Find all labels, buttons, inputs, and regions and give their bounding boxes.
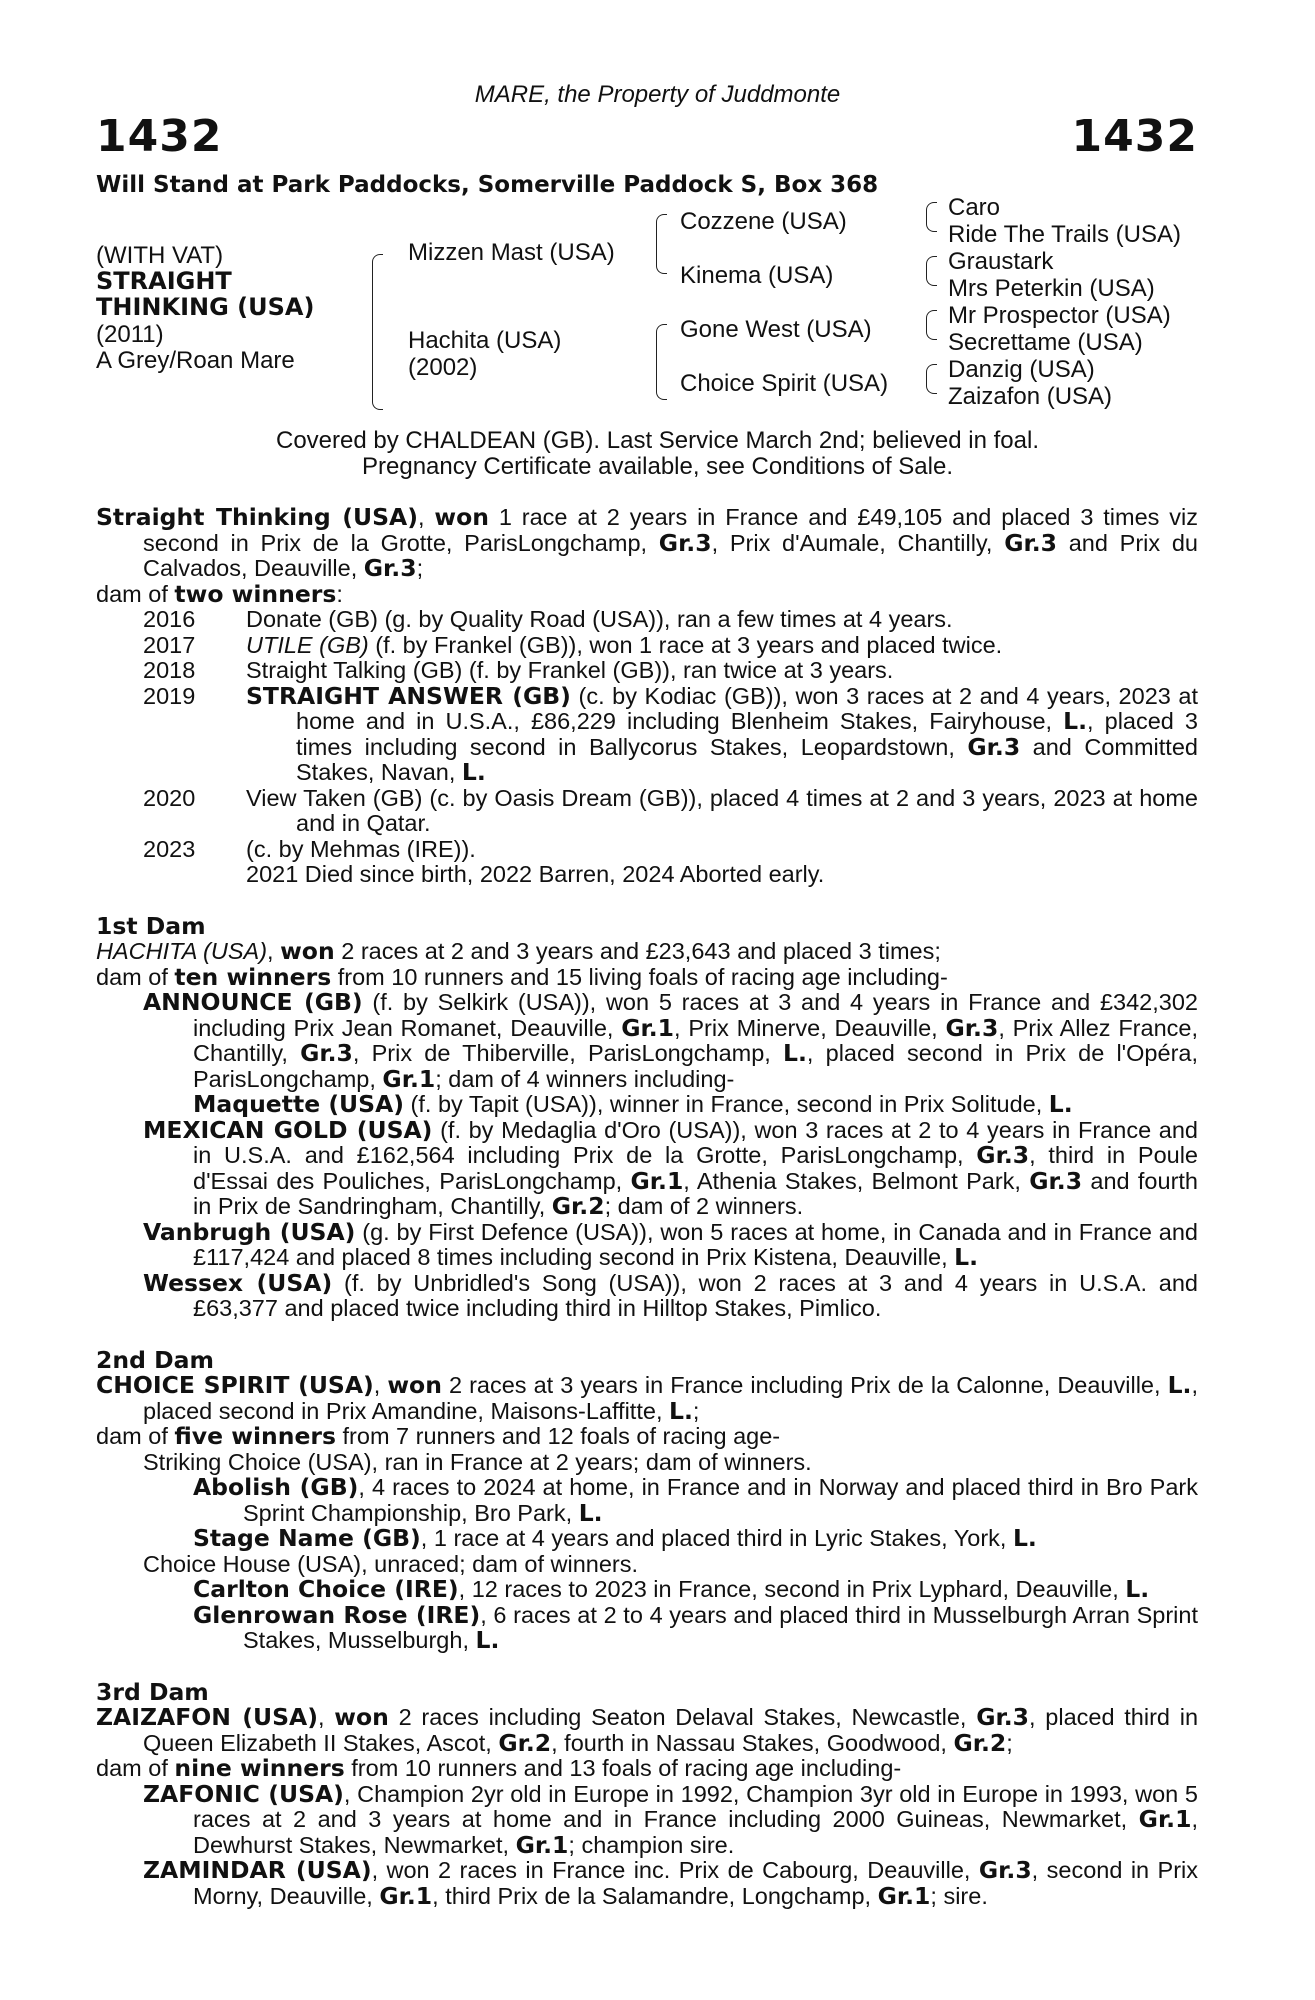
granddam-1: Kinema (USA)	[680, 262, 834, 289]
grade-label: Gr.3	[1029, 1166, 1083, 1195]
offspring-name: ZAFONIC (USA)	[143, 1779, 344, 1808]
horse-name-line2: THINKING (USA)	[96, 293, 315, 321]
stand-location: Will Stand at Park Paddocks, Somerville Paddock S, Box 368	[96, 172, 879, 198]
mare-name: Straight Thinking (USA)	[96, 503, 418, 531]
offspring-name: Maquette (USA)	[193, 1090, 404, 1118]
produce-text	[246, 681, 1199, 786]
mare-won: won	[434, 503, 489, 531]
great-granddam-2: Mrs Peterkin (USA)	[948, 275, 1155, 302]
grade-label: L.	[578, 1498, 603, 1527]
offspring-name: ANNOUNCE (GB)	[143, 988, 363, 1016]
offspring-glenrowan-rose	[96, 1600, 1198, 1654]
offspring-announce	[96, 990, 1198, 1092]
grade-label: Gr.3	[363, 554, 417, 582]
offspring-text: , 6 races at 2 to 4 years and placed third in Musselburgh Arran Sprint Stakes, Musselburgh,	[243, 1601, 1198, 1653]
brace-sire-dam	[372, 254, 383, 410]
offspring-maquette	[96, 1092, 1198, 1118]
produce-italic-name: UTILE (GB)	[246, 631, 369, 658]
dam-of-label: dam of	[96, 580, 175, 607]
grade-label: L.	[1167, 1371, 1192, 1399]
vat-label: (WITH VAT)	[96, 242, 224, 269]
offspring-name: Vanbrugh (USA)	[143, 1217, 356, 1246]
dam-name: Hachita (USA)	[408, 327, 562, 354]
produce-row	[96, 658, 1198, 684]
offspring-text: (g. by First Defence (USA)), won 5 races at home, in Canada and in France and £117,424 and placed 8 times including second in Prix Kistena, Deauville,	[193, 1218, 1198, 1270]
offspring-name: Glenrowan Rose (IRE)	[193, 1600, 481, 1629]
produce-row	[96, 862, 1198, 888]
won-label: won	[280, 937, 335, 965]
covered-notice	[0, 428, 1315, 479]
grandsire-2: Gone West (USA)	[680, 316, 872, 343]
produce-year: 2020	[143, 784, 196, 811]
offspring-text: (f. by Selkirk (USA)), won 5 races at 3 and 4 years in France and £342,302 including Prix Jean Romanet, Deauville,	[193, 989, 1198, 1041]
produce-year: 2016	[143, 606, 196, 632]
grade-label: Gr.1	[630, 1166, 684, 1195]
first-dam-record: HACHITA (USA), won 2 races at 2 and 3 years and £23,643 and placed 3 times;	[96, 937, 941, 965]
offspring-carlton-choice	[96, 1577, 1198, 1603]
record-text: , fourth in Nassau Stakes, Goodwood,	[551, 1729, 954, 1756]
produce-year: 2017	[143, 631, 196, 658]
produce-text: Straight Talking (GB) (f. by Frankel (GB)), ran twice at 3 years.	[246, 657, 894, 683]
page-header-title: MARE, the Property of Juddmonte	[474, 81, 841, 108]
won-label: won	[387, 1371, 442, 1399]
mare-record-text: 1 race at 2 years in France and £49,105 and placed 3 times viz second in Prix de la Grotte, ParisLongchamp,	[143, 504, 1199, 556]
mare-record-text: and Prix du Calvados, Deauville,	[143, 529, 1199, 581]
offspring-text: , Athenia Stakes, Belmont Park,	[683, 1167, 1030, 1194]
produce-year: 2023	[143, 835, 196, 862]
produce-text: (c. by Mehmas (IRE)).	[246, 835, 476, 862]
sire-name: Mizzen Mast (USA)	[408, 239, 615, 266]
offspring-stage-name	[96, 1526, 1198, 1552]
summary-text: from 7 runners and 12 foals of racing age-	[335, 1423, 781, 1449]
produce-detail: (c. by Kodiac (GB)), won 3 races at 2 and 4 years, 2023 at home and in U.S.A., £86,229 including Blenheim Stakes, Fairyhouse,	[296, 682, 1198, 734]
produce-text	[246, 633, 1198, 659]
produce-row	[96, 786, 1198, 837]
grade-label: Gr.1	[877, 1881, 931, 1910]
brace-ggp-3	[926, 310, 937, 340]
offspring-text: ; dam of 4 winners including-	[435, 1065, 735, 1092]
grandsire-1: Cozzene (USA)	[680, 208, 847, 235]
great-grandsire-1: Caro	[948, 194, 1001, 221]
produce-year	[96, 862, 246, 888]
horse-year: (2011)	[96, 321, 164, 348]
grade-label: L.	[669, 1396, 693, 1425]
offspring-text: , second in Prix Morny, Deauville,	[193, 1857, 1199, 1909]
dam-of-label: dam of	[96, 1423, 175, 1449]
second-dam-title: 2nd Dam	[96, 1345, 214, 1374]
summary-text: from 10 runners and 13 foals of racing age including-	[344, 1755, 902, 1781]
third-dam-title: 3rd Dam	[96, 1677, 209, 1706]
great-grandsire-3: Mr Prospector (USA)	[948, 302, 1171, 329]
offspring-name: ZAMINDAR (USA)	[143, 1856, 372, 1884]
offspring-name: MEXICAN GOLD (USA)	[143, 1115, 433, 1144]
mare-record: Straight Thinking (USA), won 1 race at 2 years in France and £49,105 and placed 3 times viz second in Prix de la Grotte, ParisLongchamp, Gr.3, Prix d'Aumale, Chantilly, Gr.3 and Prix du Calvados, Deauville, Gr.3;	[96, 503, 1199, 582]
brace-ggp-1	[926, 202, 937, 232]
offspring-choice-house: Choice House (USA), unraced; dam of winners.	[143, 1550, 639, 1577]
mare-record-text: , Prix d'Aumale, Chantilly,	[711, 529, 1005, 556]
grade-label: L.	[1063, 707, 1088, 735]
horse-name-line1: STRAIGHT	[96, 267, 232, 295]
offspring-text: ; sire.	[930, 1882, 988, 1909]
produce-row	[96, 837, 1198, 863]
offspring-text: , 12 races to 2023 in France, second in Prix Lyphard, Deauville,	[458, 1576, 1126, 1602]
great-granddam-1: Ride The Trails (USA)	[948, 221, 1181, 248]
produce-detail: and Committed Stakes, Navan,	[296, 733, 1198, 785]
offspring-text: , 1 race at 4 years and placed third in Lyric Stakes, York,	[420, 1525, 1013, 1551]
third-dam-name: ZAIZAFON (USA)	[96, 1703, 318, 1731]
winners-count: two winners	[174, 579, 337, 608]
mare-dam-of	[96, 579, 1198, 608]
grade-label: Gr.3	[976, 1141, 1030, 1169]
grade-label: Gr.3	[976, 1703, 1030, 1731]
brace-ggp-4	[926, 364, 937, 394]
produce-detail: (f. by Frankel (GB)), won 1 race at 3 years and placed twice.	[368, 631, 1003, 658]
produce-year: 2019	[143, 682, 196, 709]
offspring-name: Abolish (GB)	[193, 1473, 359, 1501]
dam-of-label: dam of	[96, 1755, 175, 1781]
covered-line-2: Pregnancy Certificate available, see Conditions of Sale.	[362, 452, 953, 480]
offspring-text: and fourth in Prix de Sandringham, Chantilly,	[193, 1167, 1198, 1219]
offspring-name: Wessex (USA)	[143, 1268, 333, 1297]
offspring-text: , Prix de Thiberville, ParisLongchamp,	[352, 1040, 784, 1066]
grade-label: Gr.1	[382, 1064, 436, 1093]
first-dam-title: 1st Dam	[96, 911, 206, 940]
grade-label: Gr.3	[978, 1856, 1032, 1884]
offspring-zafonic	[96, 1779, 1198, 1859]
grade-label: Gr.1	[621, 1013, 675, 1042]
mare-record-text: ;	[416, 555, 424, 581]
produce-detail: , placed 3 times including second in Ballycorus Stakes, Leopardstown,	[296, 708, 1199, 760]
grade-label: Gr.1	[379, 1881, 433, 1910]
covered-line-1: Covered by CHALDEAN (GB). Last Service March 2nd; believed in foal.	[276, 427, 1039, 454]
second-dam-summary	[96, 1424, 1198, 1450]
grade-label: L.	[475, 1626, 500, 1654]
second-dam-record: CHOICE SPIRIT (USA), won 2 races at 3 years in France including Prix de la Calonne, Deauville, L., placed second in Prix Amandine, Maisons-Laffitte, L.;	[96, 1371, 1198, 1425]
offspring-name: Carlton Choice (IRE)	[193, 1575, 459, 1603]
produce-row	[96, 633, 1198, 659]
record-text: 2 races including Seaton Delaval Stakes, Newcastle,	[388, 1704, 977, 1730]
won-label: won	[334, 1703, 389, 1731]
produce-text: Donate (GB) (g. by Quality Road (USA)), ran a few times at 4 years.	[246, 606, 953, 632]
produce-row	[96, 681, 1199, 786]
grade-label: Gr.3	[658, 528, 712, 557]
grade-label: Gr.2	[953, 1728, 1007, 1757]
grade-label: Gr.3	[945, 1013, 999, 1042]
offspring-text: (f. by Tapit (USA)), winner in France, second in Prix Solitude,	[404, 1091, 1049, 1117]
produce-bold-name: STRAIGHT ANSWER (GB)	[246, 681, 571, 710]
record-text: , placed third in Queen Elizabeth II Stakes, Ascot,	[143, 1704, 1199, 1756]
colon: :	[336, 580, 343, 607]
offspring-vanbrugh	[96, 1217, 1198, 1271]
offspring-text: , Dewhurst Stakes, Newmarket,	[193, 1806, 1198, 1858]
granddam-2: Choice Spirit (USA)	[680, 370, 889, 397]
summary-text: from 10 runners and 15 living foals of racing age including-	[331, 963, 948, 990]
dam-year: (2002)	[408, 354, 478, 381]
grade-label: Gr.1	[515, 1830, 569, 1859]
grade-label: Gr.3	[1004, 528, 1057, 557]
brace-ggp-2	[926, 256, 937, 286]
offspring-text: , won 2 races in France inc. Prix de Cabourg, Deauville,	[371, 1857, 979, 1883]
record-text: ;	[692, 1397, 700, 1424]
record-text: , placed second in Prix Amandine, Maisons-Laffitte,	[143, 1372, 1198, 1424]
produce-year: 2018	[143, 657, 196, 683]
produce-text: View Taken (GB) (c. by Oasis Dream (GB)), placed 4 times at 2 and 3 years, 2023 at home and in Qatar.	[246, 784, 1198, 836]
offspring-zamindar	[96, 1858, 1198, 1909]
offspring-name: Stage Name (GB)	[193, 1524, 421, 1552]
great-grandsire-2: Graustark	[948, 248, 1054, 275]
grade-label: L.	[783, 1039, 807, 1067]
great-grandsire-4: Danzig (USA)	[948, 356, 1095, 383]
offspring-striking-choice: Striking Choice (USA), ran in France at 2 years; dam of winners.	[143, 1448, 812, 1475]
third-dam-summary	[96, 1756, 1198, 1782]
grade-label: L.	[1125, 1575, 1150, 1603]
pedigree-table	[96, 194, 1216, 414]
brace-sire-line	[656, 214, 667, 274]
record-text: 2 races at 2 and 3 years and £23,643 and placed 3 times;	[334, 938, 941, 964]
first-dam-summary	[96, 962, 1198, 991]
grade-label: L.	[1012, 1524, 1037, 1552]
offspring-text: , third in Poule d'Essai des Pouliches, ParisLongchamp,	[193, 1142, 1198, 1194]
produce-row	[96, 607, 1198, 633]
grade-label: Gr.3	[300, 1039, 353, 1067]
great-granddam-4: Zaizafon (USA)	[948, 383, 1113, 410]
record-text: 2 races at 3 years in France including Prix de la Calonne, Deauville,	[441, 1372, 1168, 1398]
horse-description: A Grey/Roan Mare	[96, 347, 295, 374]
lot-number-right: 1432	[1071, 111, 1198, 162]
brace-dam-line	[656, 324, 667, 400]
lot-number-left: 1432	[96, 111, 223, 162]
offspring-text: , Prix Allez France, Chantilly,	[193, 1014, 1198, 1066]
third-dam-record: ZAIZAFON (USA), won 2 races including Seaton Delaval Stakes, Newcastle, Gr.3, placed third in Queen Elizabeth II Stakes, Ascot, Gr.2, fourth in Nassau Stakes, Goodwood, Gr.2;	[96, 1703, 1199, 1757]
winners-count: nine winners	[174, 1754, 345, 1782]
offspring-text: , placed second in Prix de l'Opéra, ParisLongchamp,	[193, 1040, 1198, 1092]
offspring-text: (f. by Medaglia d'Oro (USA)), won 3 races at 2 to 4 years in France and in U.S.A. and £162,564 including Prix de la Grotte, ParisLongchamp,	[193, 1116, 1199, 1168]
offspring-mexican-gold	[96, 1115, 1199, 1220]
offspring-wessex	[96, 1268, 1198, 1322]
winners-count: ten winners	[174, 962, 332, 991]
produce-text: 2021 Died since birth, 2022 Barren, 2024 Aborted early.	[246, 861, 825, 887]
offspring-text: ; champion sire.	[568, 1831, 735, 1858]
winners-count: five winners	[174, 1422, 336, 1450]
offspring-text: , Prix Minerve, Deauville,	[674, 1014, 946, 1041]
offspring-abolish	[96, 1475, 1198, 1526]
grade-label: Gr.2	[551, 1192, 605, 1220]
first-dam-name: HACHITA (USA)	[96, 938, 268, 964]
offspring-text: , third Prix de la Salamandre, Longchamp,	[432, 1882, 878, 1909]
record-text: ;	[1006, 1729, 1013, 1756]
offspring-text: (f. by Unbridled's Song (USA)), won 2 races at 3 and 4 years in U.S.A. and £63,377 and placed twice including third in Hilltop Stakes, Pimlico.	[193, 1269, 1198, 1321]
offspring-text: , Champion 2yr old in Europe in 1992, Champion 3yr old in Europe in 1993, won 5 races at 2 and 3 years at home and in France including 2000 Guineas, Newmarket,	[193, 1780, 1198, 1832]
grade-label: Gr.1	[1138, 1805, 1192, 1833]
offspring-text: ; dam of 2 winners.	[604, 1193, 804, 1219]
grade-label: L.	[1048, 1090, 1073, 1118]
grade-label: L.	[954, 1243, 979, 1271]
catalogue-body	[96, 505, 1198, 1909]
offspring-text: , 4 races to 2024 at home, in France and in Norway and placed third in Bro Park Sprint Championship, Bro Park,	[243, 1474, 1198, 1526]
dam-of-label: dam of	[96, 963, 175, 990]
grade-label: Gr.3	[967, 732, 1021, 761]
grade-label: Gr.2	[498, 1728, 552, 1757]
grade-label: L.	[461, 758, 486, 786]
great-granddam-3: Secrettame (USA)	[948, 329, 1143, 356]
second-dam-name: CHOICE SPIRIT (USA)	[96, 1371, 374, 1399]
